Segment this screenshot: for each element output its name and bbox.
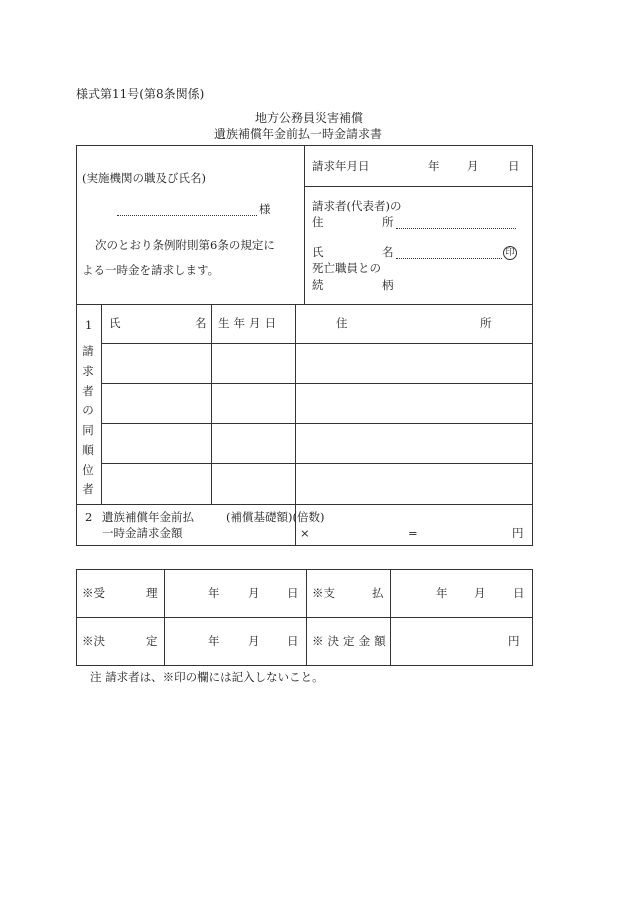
section2-label-line1: 遺族補償年金前払 [102,510,194,524]
table-row[interactable] [102,464,532,503]
amount-yen-label: 円 [512,526,524,540]
payment-year: 年 [436,586,448,600]
receipt-day: 日 [287,586,299,600]
request-year-label: 年 [428,159,440,173]
payment-label-2: 払 [372,586,384,600]
decision-month: 月 [248,634,260,648]
office-use-vertical-3 [390,569,391,666]
payment-label-1: ※支 [312,586,335,600]
times-sign: × [300,526,310,540]
claimant-label: 請求者(代表者)の [312,199,402,213]
request-day-label: 日 [508,159,520,173]
request-date-label: 請求年月日 [312,159,370,173]
decision-label-1: ※決 [82,634,105,648]
section2-label-line2: 一時金請求金額 [102,526,183,540]
col-address-label-1: 住 [336,316,348,330]
receipt-label-1: ※受 [82,586,105,600]
col-birth-label: 生年月日 [218,316,281,330]
payment-day: 日 [513,586,525,600]
section1-bottom-line [76,504,533,505]
base-amount-label: (補償基礎額)(倍数) [226,510,325,524]
decision-day: 日 [287,634,299,648]
office-use-vertical-2 [306,569,307,666]
receipt-month: 月 [248,586,260,600]
statement-line2: よる一時金を請求します。 [82,263,220,277]
claimant-address-line[interactable] [396,228,516,229]
decision-label-2: 定 [146,634,158,648]
section2-number: 2 [85,510,93,524]
header-vertical-divider [304,145,305,304]
header-date-divider [304,186,533,187]
seal-icon: 印 [503,246,517,260]
equals-sign: = [408,526,418,540]
form-title-line2: 遺族補償年金前払一時金請求書 [214,127,383,141]
sama-label: 様 [259,202,271,216]
decision-year: 年 [208,634,220,648]
receipt-year: 年 [208,586,220,600]
footer-note: 注 請求者は、※印の欄には記入しないこと。 [90,670,324,684]
relation-line1: 死亡職員との [312,261,381,275]
form-title-line1: 地方公務員災害補償 [255,111,364,125]
header-bottom-divider [76,304,533,305]
decision-amount-label: ※決定金額 [312,634,390,648]
agency-label: (実施機関の職及び氏名) [82,171,206,185]
address-label-1: 住 [312,215,324,229]
relation-label-2: 柄 [382,278,394,292]
request-month-label: 月 [467,159,479,173]
office-use-middle-line [76,617,533,618]
col-name-label-1: 氏 [109,316,121,330]
claimant-name-line[interactable] [396,258,502,259]
agency-name-line[interactable] [117,215,257,216]
section1-number: 1 [85,318,93,332]
table-row[interactable] [102,384,532,422]
name-label-2: 名 [382,245,394,259]
payment-month: 月 [474,586,486,600]
col-address-label-2: 所 [480,316,492,330]
relation-label-1: 続 [312,278,324,292]
name-label-1: 氏 [312,245,324,259]
section1-vertical-label: 請求者の同順位者 [82,344,94,497]
address-label-2: 所 [382,215,394,229]
form-number: 様式第11号(第8条関係) [76,87,205,101]
office-use-vertical-1 [164,569,165,666]
table-row[interactable] [102,424,532,462]
receipt-label-2: 理 [146,586,158,600]
table-row[interactable] [102,344,532,382]
decision-amount-yen: 円 [508,634,520,648]
col-name-label-2: 名 [195,316,207,330]
statement-line1: 次のとおり条例附則第6条の規定に [95,238,275,252]
